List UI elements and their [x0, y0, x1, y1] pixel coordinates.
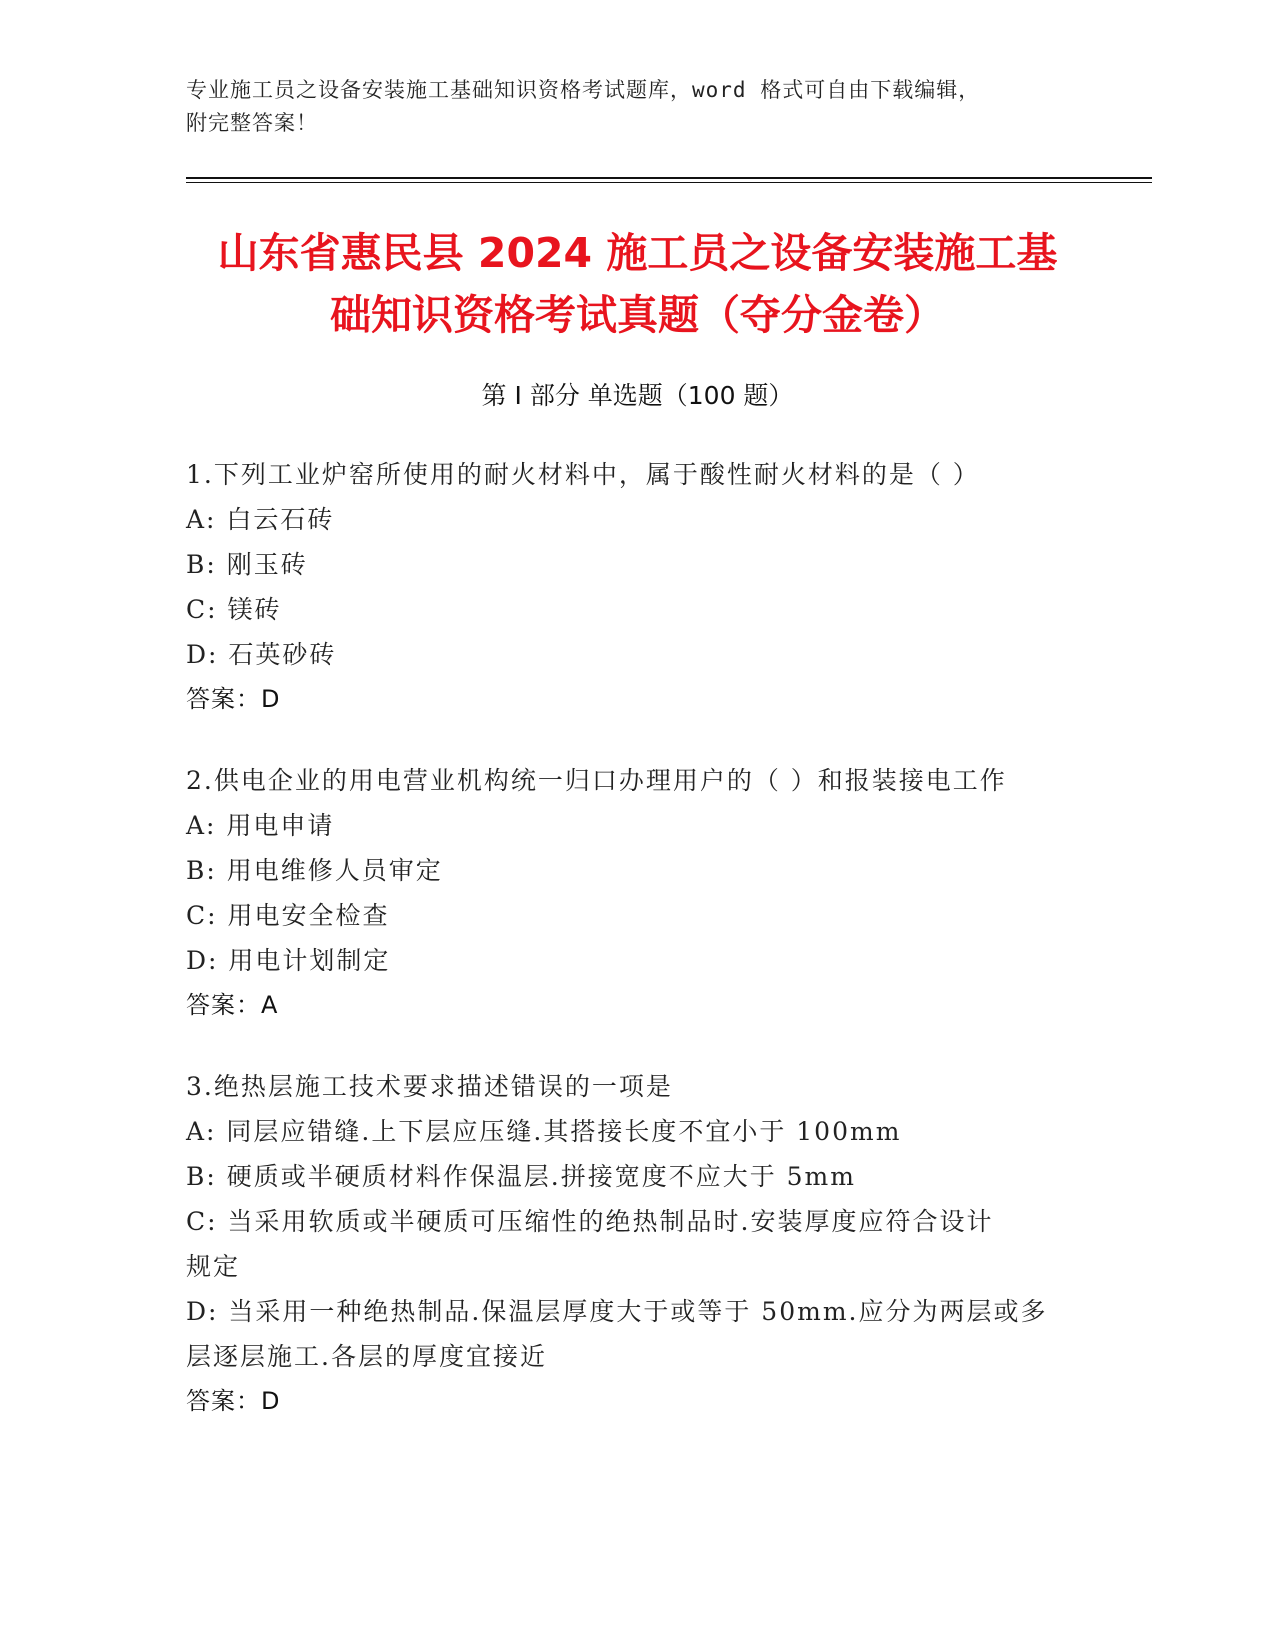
header-note	[186, 74, 1066, 140]
option-a: A: 白云石砖	[186, 505, 335, 534]
document-title-line-1: 山东省惠民县 2024 施工员之设备安装施工基	[217, 229, 1058, 277]
option-b: B: 刚玉砖	[186, 550, 308, 579]
option-a: A: 用电申请	[186, 811, 335, 840]
option-d-continued: 层逐层施工.各层的厚度宜接近	[186, 1342, 547, 1371]
option-c: C: 镁砖	[186, 595, 282, 624]
option-d: D: 当采用一种绝热制品.保温层厚度大于或等于 50mm.应分为两层或多	[186, 1297, 1048, 1326]
header-divider-thick	[186, 177, 1152, 179]
option-c-continued: 规定	[186, 1252, 241, 1281]
question-3	[186, 1064, 1086, 1424]
header-divider-thin	[186, 182, 1152, 183]
document-title-line-2: 础知识资格考试真题（夺分金卷）	[330, 291, 945, 339]
question-1	[186, 452, 1086, 722]
answer-label: 答案：D	[186, 1387, 281, 1415]
section-heading: 第 I 部分 单选题（100 题）	[481, 381, 794, 410]
option-d: D: 用电计划制定	[186, 946, 391, 975]
option-b: B: 硬质或半硬质材料作保温层.拼接宽度不应大于 5mm	[186, 1162, 856, 1191]
document-title	[150, 222, 1125, 346]
question-2	[186, 758, 1086, 1028]
option-b: B: 用电维修人员审定	[186, 856, 443, 885]
question-stem: 3.绝热层施工技术要求描述错误的一项是	[186, 1072, 673, 1101]
option-d: D: 石英砂砖	[186, 640, 337, 669]
header-note-line-2: 附完整答案！	[186, 111, 318, 135]
option-c: C: 当采用软质或半硬质可压缩性的绝热制品时.安装厚度应符合设计	[186, 1207, 994, 1236]
question-stem: 2.供电企业的用电营业机构统一归口办理用户的（ ）和报装接电工作	[186, 766, 1007, 795]
answer-label: 答案：D	[186, 685, 281, 713]
question-stem: 1.下列工业炉窑所使用的耐火材料中，属于酸性耐火材料的是（ ）	[186, 460, 980, 489]
option-c: C: 用电安全检查	[186, 901, 390, 930]
answer-label: 答案：A	[186, 991, 279, 1019]
option-a: A: 同层应错缝.上下层应压缝.其搭接长度不宜小于 100mm	[186, 1117, 902, 1146]
header-note-line-1: 专业施工员之设备安装施工基础知识资格考试题库，word 格式可自由下载编辑，	[186, 78, 981, 102]
